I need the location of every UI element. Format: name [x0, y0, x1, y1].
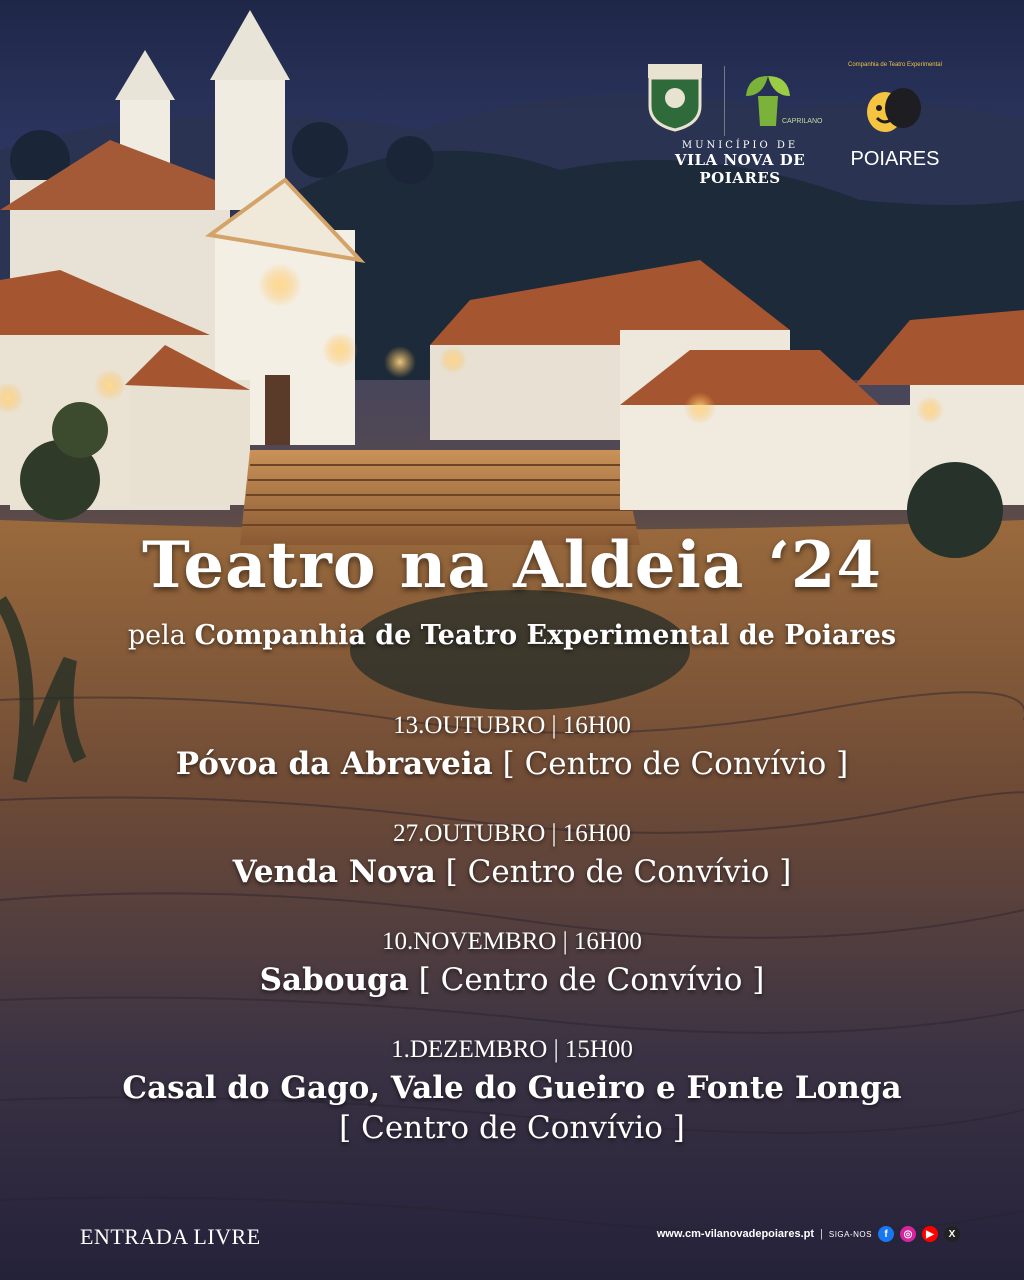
event-date: 27.OUTUBRO | 16H00: [393, 820, 631, 847]
event-item: [0, 820, 1024, 890]
event-location: [0, 746, 1024, 782]
event-title: Teatro na Aldeia ‘24: [142, 528, 882, 603]
logos-group: [640, 62, 970, 187]
follow-us-label: SIGA-NOS: [828, 1229, 872, 1239]
event-date: 13.OUTUBRO | 16H00: [393, 712, 631, 739]
theatre-masks-icon: [855, 82, 935, 137]
free-entry-label: ENTRADA LIVRE: [80, 1224, 261, 1249]
event-place: Póvoa da Abraveia: [175, 746, 493, 782]
event-item: [0, 712, 1024, 782]
website-link[interactable]: www.cm-vilanovadepoiares.pt: [656, 1228, 815, 1240]
municipality-crest-icon: [640, 62, 710, 132]
event-place: Casal do Gago, Vale do Gueiro e Fonte Longa: [122, 1070, 902, 1106]
logo-divider: [724, 66, 725, 136]
event-location: [0, 962, 1024, 998]
footer-contact: [657, 1226, 960, 1242]
caprilano-leaf-icon: [738, 66, 798, 126]
event-venue: [ Centro de Convívio ]: [445, 854, 792, 890]
x-icon[interactable]: X: [944, 1226, 960, 1242]
caprilano-label: CAPRILANO: [782, 118, 823, 125]
instagram-icon[interactable]: ◎: [900, 1226, 916, 1242]
event-date: 1.DEZEMBRO | 15H00: [391, 1036, 633, 1063]
subtitle-company: Companhia de Teatro Experimental de Poiares: [194, 620, 897, 651]
footer-separator: |: [820, 1228, 823, 1240]
event-item: [0, 1036, 1024, 1146]
event-venue: [ Centro de Convívio ]: [339, 1110, 685, 1146]
municipality-text: [640, 140, 840, 187]
event-place: Sabouga: [259, 962, 409, 998]
company-logo: [845, 62, 945, 172]
facebook-icon[interactable]: f: [878, 1226, 894, 1242]
event-venue: [ Centro de Convívio ]: [418, 962, 765, 998]
event-location: [0, 854, 1024, 890]
municipality-small-label: MUNICÍPIO DE: [681, 140, 799, 151]
municipality-name: VILA NOVA DE POIARES: [674, 151, 806, 187]
company-name-label: POIARES: [850, 148, 940, 170]
youtube-icon[interactable]: ▶: [922, 1226, 938, 1242]
event-subtitle: [0, 620, 1024, 651]
event-location: [0, 1070, 1024, 1106]
subtitle-prefix: pela: [127, 620, 186, 651]
event-place: Venda Nova: [232, 854, 436, 890]
event-venue: [ Centro de Convívio ]: [502, 746, 849, 782]
event-date: 10.NOVEMBRO | 16H00: [382, 928, 642, 955]
company-arc-text: Companhia de Teatro Experimental: [848, 62, 942, 68]
event-item: [0, 928, 1024, 998]
